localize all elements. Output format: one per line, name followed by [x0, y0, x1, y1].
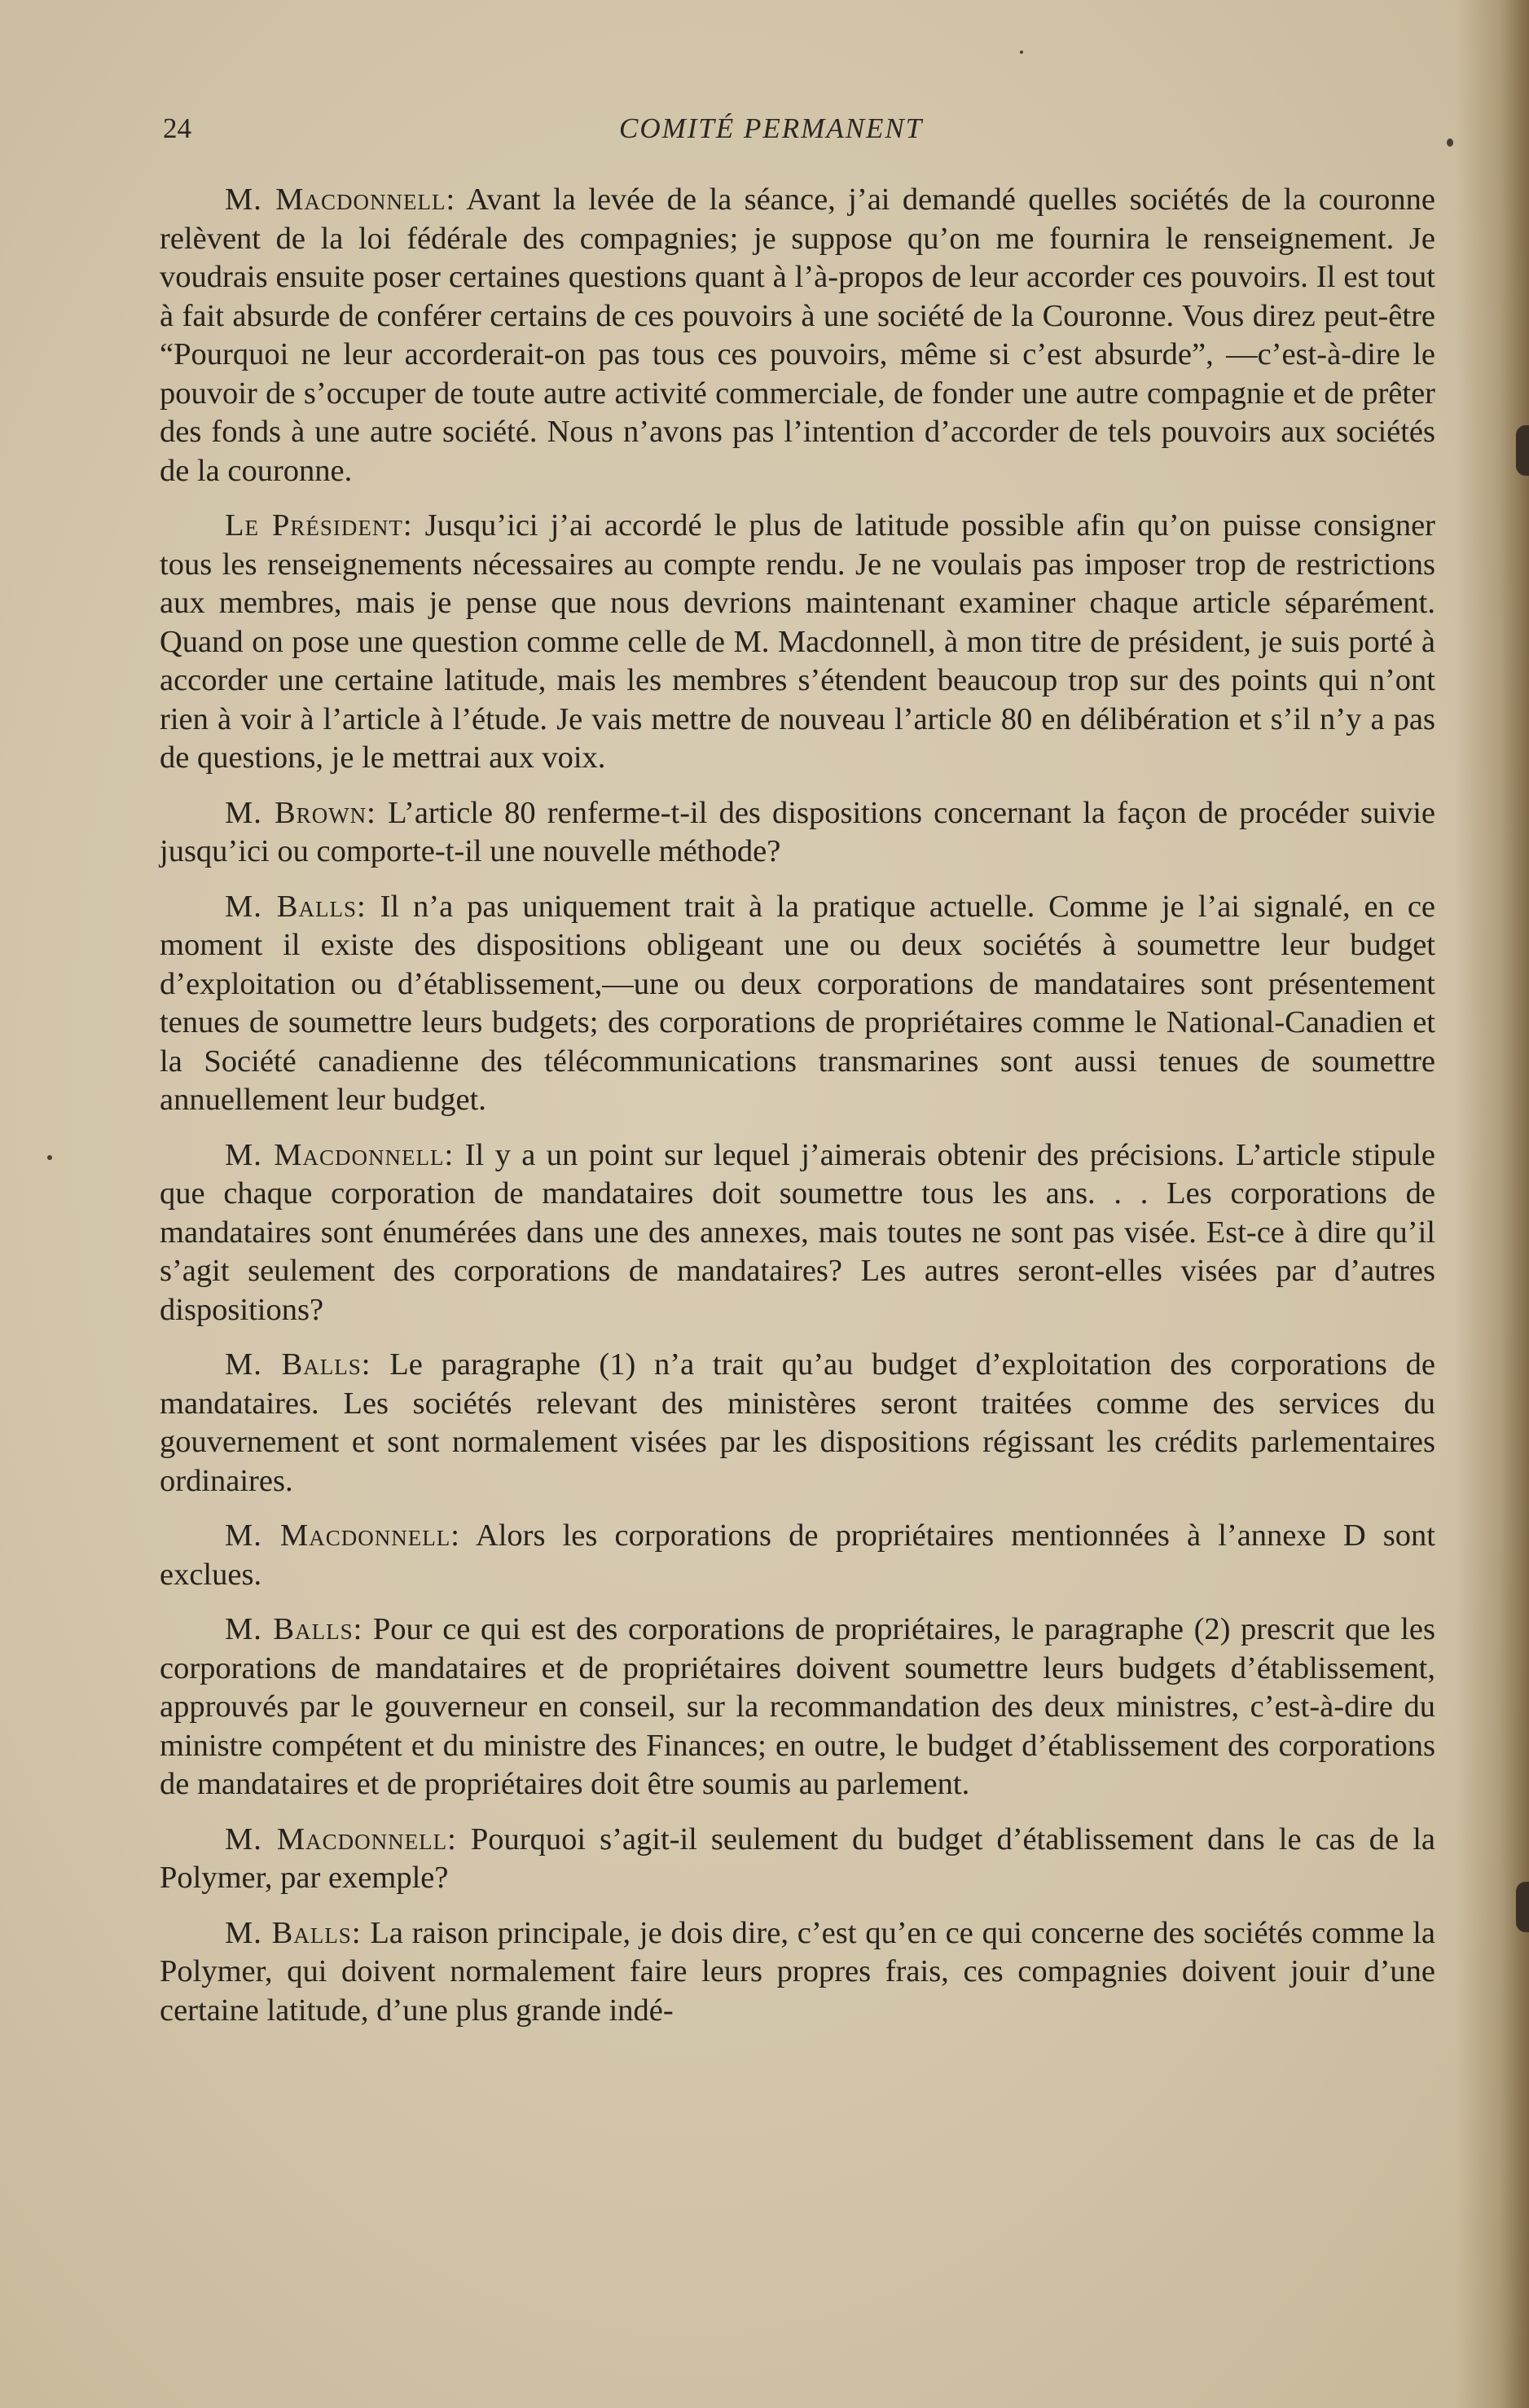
paragraph-text: Jusqu’ici j’ai accordé le plus de latitude possible afin qu’on puisse consigner tous les renseignements nécessaires au compte rendu. Je ne voulais pas imposer trop de restrictions aux membres, mais je pense que nous devrions maintenant examiner chaque article séparément. Quand on pose une question comme celle de M. Macdonnell, à mon titre de président, je suis porté à accorder une certaine latitude, mais les membres s’étendent beaucoup trop sur des points qui n’ont rien à voir à l’article à l’étude. Je vais mettre de nouveau l’article 80 en délibération et s’il n’y a pas de questions, je le mettrai aux voix. [160, 508, 1435, 775]
speaker-name: M. Balls: [225, 1347, 371, 1382]
page-number: 24 [163, 112, 191, 144]
paragraph-text: La raison principale, je dois dire, c’est qu’en ce qui concerne des sociétés comme la Polymer, qui doivent normalement faire leurs propres frais, ces compagnies doivent jouir d’une certaine latitude, d’une plus grande indé- [160, 1915, 1435, 2028]
paragraph [160, 507, 1435, 778]
paragraph [160, 1136, 1435, 1330]
page-header [163, 112, 1434, 153]
paragraph-text: Avant la levée de la séance, j’ai demandé quelles sociétés de la couronne relèvent de la loi fédérale des compagnies; je suppose qu’on me fournira le renseignement. Je voudrais ensuite poser certaines questions quant à l’à-propos de leur accorder ces pouvoirs. Il est tout à fait absurde de conférer certains de ces pouvoirs à une société de la Couronne. Vous direz peut-être “Pourquoi ne leur accorderait-on pas tous ces pouvoirs, même si c’est absurde”, —c’est-à-dire le pouvoir de s’occuper de toute autre activité commerciale, de fonder une autre compagnie et de prêter des fonds à une autre société. Nous n’avons pas l’intention d’accorder de tels pouvoirs aux sociétés de la couronne. [160, 182, 1435, 488]
speaker-name: M. Balls: [225, 1612, 363, 1646]
paragraph [160, 1821, 1435, 1898]
paper-speck [1020, 51, 1023, 54]
paragraph-text: Le paragraphe (1) n’a trait qu’au budget d’exploitation des corporations de mandataires. Les sociétés relevant des ministères seront traitées comme des services du gouvernement et sont normalement visées par les dispositions régissant les crédits parlementaires ordinaires. [160, 1347, 1435, 1498]
paragraph-text: Alors les corporations de propriétaires mentionnées à l’annexe D sont exclues. [160, 1518, 1435, 1592]
paragraph-text: Pourquoi s’agit-il seulement du budget d’établissement dans le cas de la Polymer, par exemple? [160, 1821, 1435, 1895]
paragraph [160, 1346, 1435, 1501]
paragraph-text: Pour ce qui est des corporations de propriétaires, le paragraphe (2) prescrit que les corporations de mandataires et de propriétaires doivent soumettre leurs budgets d’établissement, approuvés par le gouverneur en conseil, sur la recommandation des deux ministres, c’est-à-dire du ministre compétent et du ministre des Finances; en outre, le budget d’établissement des corporations de mandataires et de propriétaires doit être soumis au parlement. [160, 1612, 1435, 1801]
speaker-name: M. Brown: [225, 795, 376, 830]
page-edge-shadow [1456, 0, 1529, 2408]
speaker-name: M. Macdonnell: [225, 1137, 455, 1172]
paragraph [160, 1914, 1435, 2031]
paragraph-text: Il n’a pas uniquement trait à la pratique actuelle. Comme je l’ai signalé, en ce moment il existe des dispositions obligeant une ou deux sociétés à soumettre leur budget d’exploitation ou d’établissement,—une ou deux corporations de mandataires sont présentement tenues de soumettre leurs budgets; des corporations de propriétaires comme le National-Canadien et la Société canadienne des télécommunications transmarines sont aussi tenues de soumettre annuellement leur budget. [160, 889, 1435, 1117]
speaker-name: Le Président: [225, 508, 413, 543]
paragraph [160, 888, 1435, 1120]
paper-speck [1447, 138, 1453, 147]
paper-speck [47, 1155, 52, 1160]
binding-mark [1516, 425, 1529, 476]
paragraph [160, 181, 1435, 490]
binding-mark [1516, 1882, 1529, 1932]
speaker-name: M. Macdonnell: [225, 182, 456, 217]
paragraph [160, 794, 1435, 872]
body-text [160, 181, 1435, 2046]
running-title: COMITÉ PERMANENT [619, 112, 924, 144]
speaker-name: M. Balls: [225, 1915, 362, 1950]
speaker-name: M. Macdonnell: [225, 1821, 457, 1857]
speaker-name: M. Macdonnell: [225, 1518, 460, 1553]
paragraph [160, 1610, 1435, 1804]
paragraph-text: Il y a un point sur lequel j’aimerais obtenir des précisions. L’article stipule que chaque corporation de mandataires doit soumettre tous les ans. . . Les corporations de mandataires sont énumérées dans une des annexes, mais toutes ne sont pas visée. Est-ce à dire qu’il s’agit seulement des corporations de mandataires? Les autres seront-elles visées par d’autres dispositions? [160, 1137, 1435, 1327]
speaker-name: M. Balls: [225, 889, 367, 924]
paragraph [160, 1517, 1435, 1594]
paragraph-text: L’article 80 renferme-t-il des dispositions concernant la façon de procéder suivie jusqu’ici ou comporte-t-il une nouvelle méthode? [160, 795, 1435, 868]
